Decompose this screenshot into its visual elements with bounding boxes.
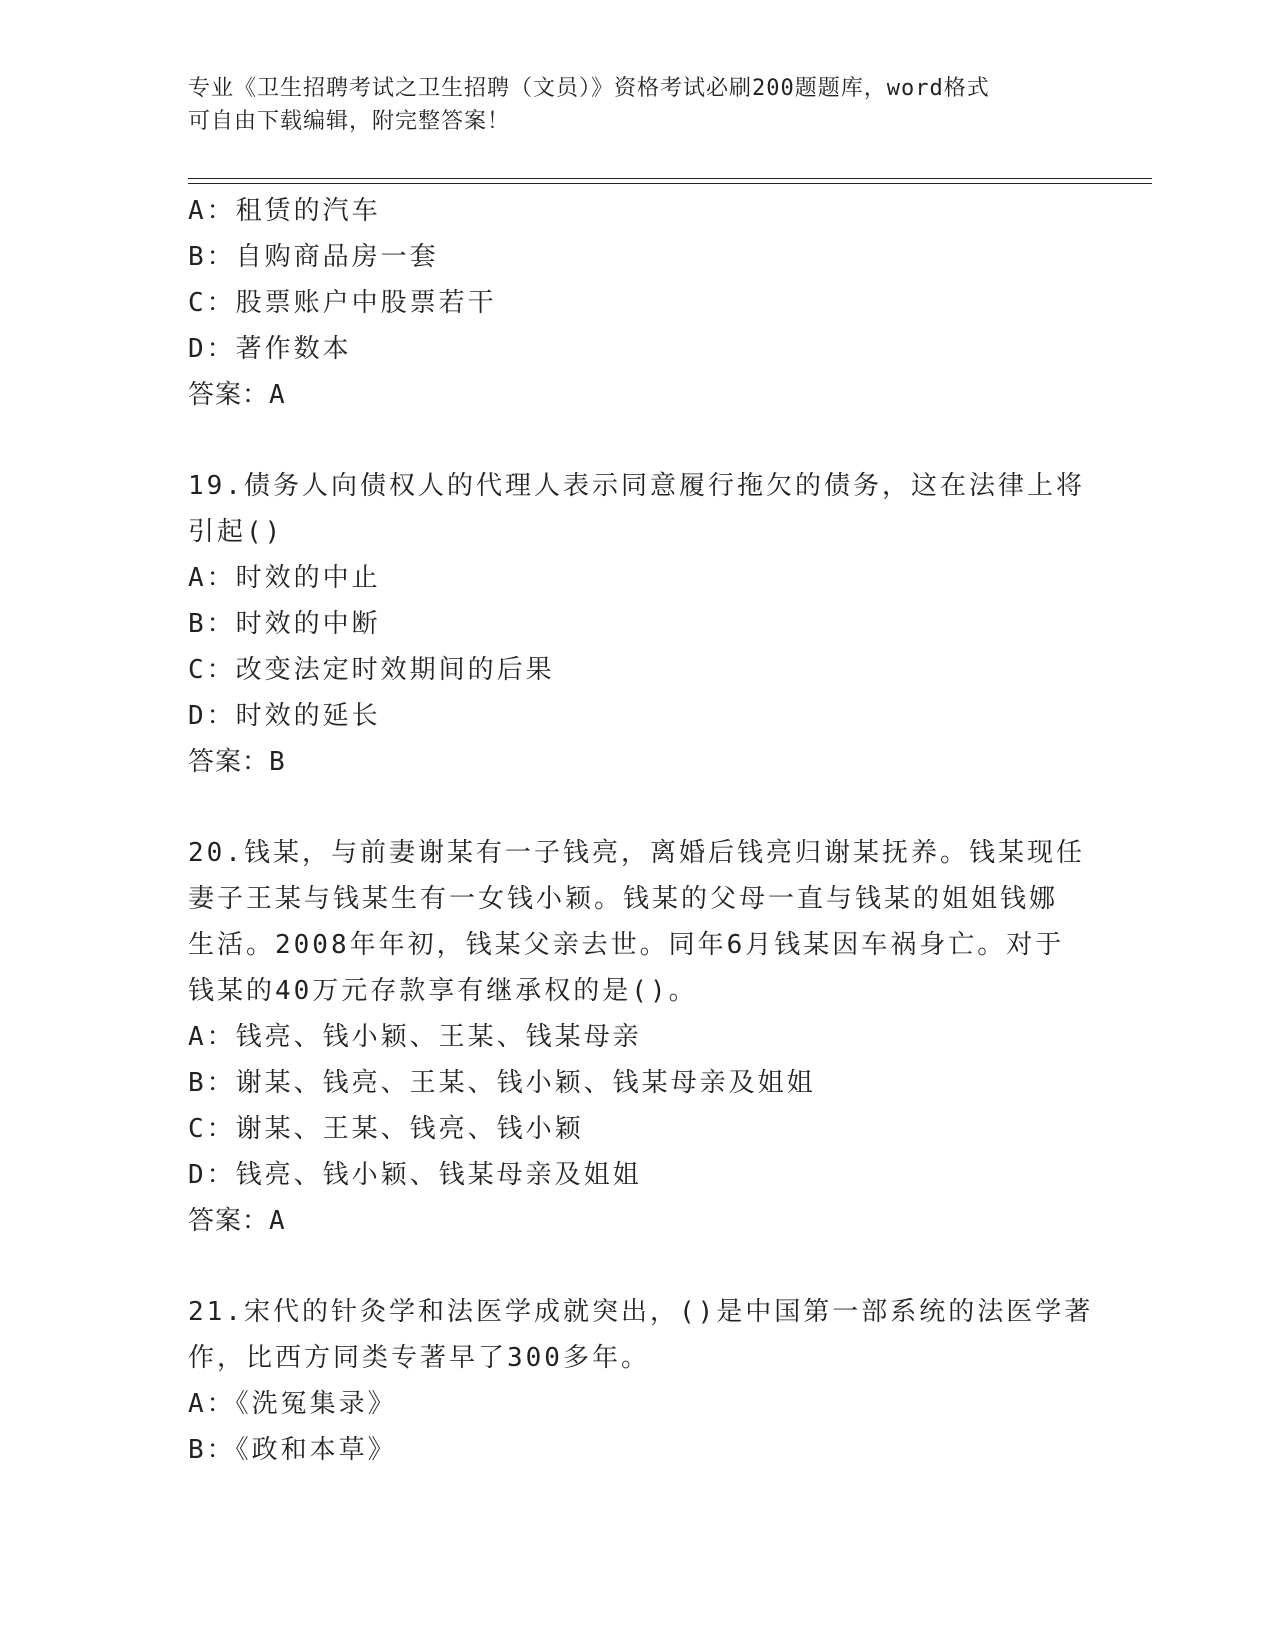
question-stem-line: 20.钱某，与前妻谢某有一子钱亮，离婚后钱亮归谢某抚养。钱某现任 xyxy=(188,838,1085,868)
question-stem-line: 钱某的40万元存款享有继承权的是()。 xyxy=(188,976,698,1006)
option-a: A：《洗冤集录》 xyxy=(188,1389,397,1419)
question-list xyxy=(188,188,1094,1473)
question-18 xyxy=(188,188,1088,418)
question-stem-line: 生活。2008年年初，钱某父亲去世。同年6月钱某因车祸身亡。对于 xyxy=(188,930,1065,960)
header-divider-top xyxy=(188,178,1152,179)
header-line-2: 可自由下载编辑，附完整答案！ xyxy=(188,109,511,134)
spacer xyxy=(188,1244,1088,1289)
option-b: B：《政和本草》 xyxy=(188,1435,397,1465)
option-b: B：谢某、钱亮、王某、钱小颖、钱某母亲及姐姐 xyxy=(188,1068,816,1098)
option-a: A：钱亮、钱小颖、王某、钱某母亲 xyxy=(188,1022,642,1052)
answer-label: 答案：B xyxy=(188,747,286,777)
spacer xyxy=(188,418,1088,463)
question-20 xyxy=(188,830,1088,1244)
option-a: A：租赁的汽车 xyxy=(188,196,381,226)
option-c: C：股票账户中股票若干 xyxy=(188,288,497,318)
spacer xyxy=(188,785,1088,830)
question-stem-line: 21.宋代的针灸学和法医学成就突出，()是中国第一部系统的法医学著 xyxy=(188,1297,1094,1327)
option-b: B：自购商品房一套 xyxy=(188,242,439,272)
question-19 xyxy=(188,463,1088,785)
question-stem-line: 19.债务人向债权人的代理人表示同意履行拖欠的债务，这在法律上将 xyxy=(188,471,1085,501)
header-divider-bottom xyxy=(188,183,1152,184)
option-b: B：时效的中断 xyxy=(188,609,381,639)
answer-label: 答案：A xyxy=(188,1206,286,1236)
question-stem-line: 引起() xyxy=(188,517,284,547)
question-stem-line: 作，比西方同类专著早了300多年。 xyxy=(188,1343,650,1373)
answer-label: 答案：A xyxy=(188,380,286,410)
document-header xyxy=(188,72,1068,138)
option-c: C：谢某、王某、钱亮、钱小颖 xyxy=(188,1114,584,1144)
question-stem-line: 妻子王某与钱某生有一女钱小颖。钱某的父母一直与钱某的姐姐钱娜 xyxy=(188,884,1059,914)
header-line-1: 专业《卫生招聘考试之卫生招聘（文员）》资格考试必刷200题题库，word格式 xyxy=(188,76,990,101)
option-a: A：时效的中止 xyxy=(188,563,381,593)
option-d: D：时效的延长 xyxy=(188,701,381,731)
option-d: D：著作数本 xyxy=(188,334,352,364)
option-c: C：改变法定时效期间的后果 xyxy=(188,655,555,685)
question-21 xyxy=(188,1289,1094,1473)
option-d: D：钱亮、钱小颖、钱某母亲及姐姐 xyxy=(188,1160,642,1190)
